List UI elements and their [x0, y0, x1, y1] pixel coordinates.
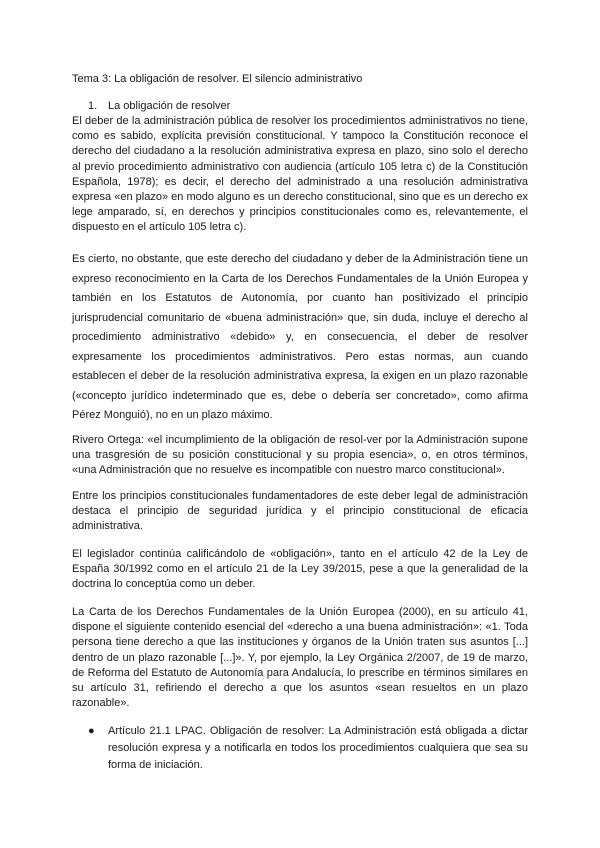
- bullet-marker: ●: [88, 725, 95, 737]
- bullet-item: [88, 723, 528, 774]
- section-number: 1.: [88, 100, 98, 112]
- paragraph-rivero-ortega-quote: Rivero Ortega: «el incumplimiento de la obligación de resol-ver por la Administración supone una trasgresión de su posición constitucional y su propia esencia», o, en otros términos, «una Administración que no resuelve es incompatible con nuestro marco constitucional».: [72, 434, 528, 477]
- paragraph-eu-charter-article-41: La Carta de los Derechos Fundamentales de la Unión Europea (2000), en su artículo 41, dispone el siguiente contenido esencial del «derecho a una buena administración»: «1. Toda persona tiene derecho a que las instituciones y órganos de la Unión traten sus asuntos [...] dentro de un plazo razonable [...]». Y, por ejemplo, la Ley Orgánica 2/2007, de 19 de marzo, de Reforma del Estatuto de Autonomía para Andalucía, lo prescribe en términos similares en su artículo 31, refiriendo el derecho a que los asuntos «sean resueltos en un plazo razonable».: [72, 606, 528, 710]
- bullet-text: Artículo 21.1 LPAC. Obligación de resolver: La Administración está obligada a dictar resolución expresa y a notificarla en todos los procedimientos cualquiera que sea su forma de iniciación.: [108, 725, 528, 771]
- document-title: Tema 3: La obligación de resolver. El silencio administrativo: [72, 73, 363, 85]
- paragraph-constitutional-principles: Entre los principios constitucionales fundamentadores de este deber legal de administración destaca el principio de seguridad jurídica y el principio constitucional de eficacia administrativa.: [72, 490, 528, 533]
- section-heading-text: La obligación de resolver: [108, 100, 231, 112]
- paragraph-legislator-obligation: El legislador continúa calificándolo de «obligación», tanto en el artículo 42 de la Ley de España 30/1992 como en el artículo 21 de la Ley 39/2015, pese a que la generalidad de la doctrina lo conceptúa como un deber.: [72, 548, 528, 591]
- paragraph-constitutional-basis: El deber de la administración pública de resolver los procedimientos administrativos no tiene, como es sabido, explícita previsión constitucional. Y tampoco la Constitución reconoce el derecho del ciudadano a la resolución administrativa expresa en plazo, sino solo el derecho al previo procedimiento administrativo con audiencia (artículo 105 letra c) de la Constitución Española, 1978); es decir, el derecho del administrado a una resolución administrativa expresa «en plazo» en modo alguno es un derecho constitucional, sino que es un derecho ex lege amparado, sí, en derechos y principios constitucionales como es, relevantemente, el dispuesto en el artículo 105 letra c).: [72, 115, 528, 234]
- paragraph-eu-charter-recognition: Es cierto, no obstante, que este derecho del ciudadano y deber de la Administración tiene un expreso reconocimiento en la Carta de los Derechos Fundamentales de la Unión Europea y también en los Estatutos de Autonomía, por cuanto han positivizado el principio jurisprudencial comunitario de «buena administración» que, sin duda, incluye el derecho al procedimiento administrativo «debido» y, en consecuencia, el deber de resolver expresamente los procedimientos administrativos. Pero estas normas, aun cuando establecen el deber de la resolución administrativa expresa, la exigen en un plazo razonable («concepto jurídico indeterminado que es, debe o debería ser concretado», como afirma Pérez Monguió), no en un plazo máximo.: [72, 253, 528, 421]
- section-heading: [88, 99, 230, 113]
